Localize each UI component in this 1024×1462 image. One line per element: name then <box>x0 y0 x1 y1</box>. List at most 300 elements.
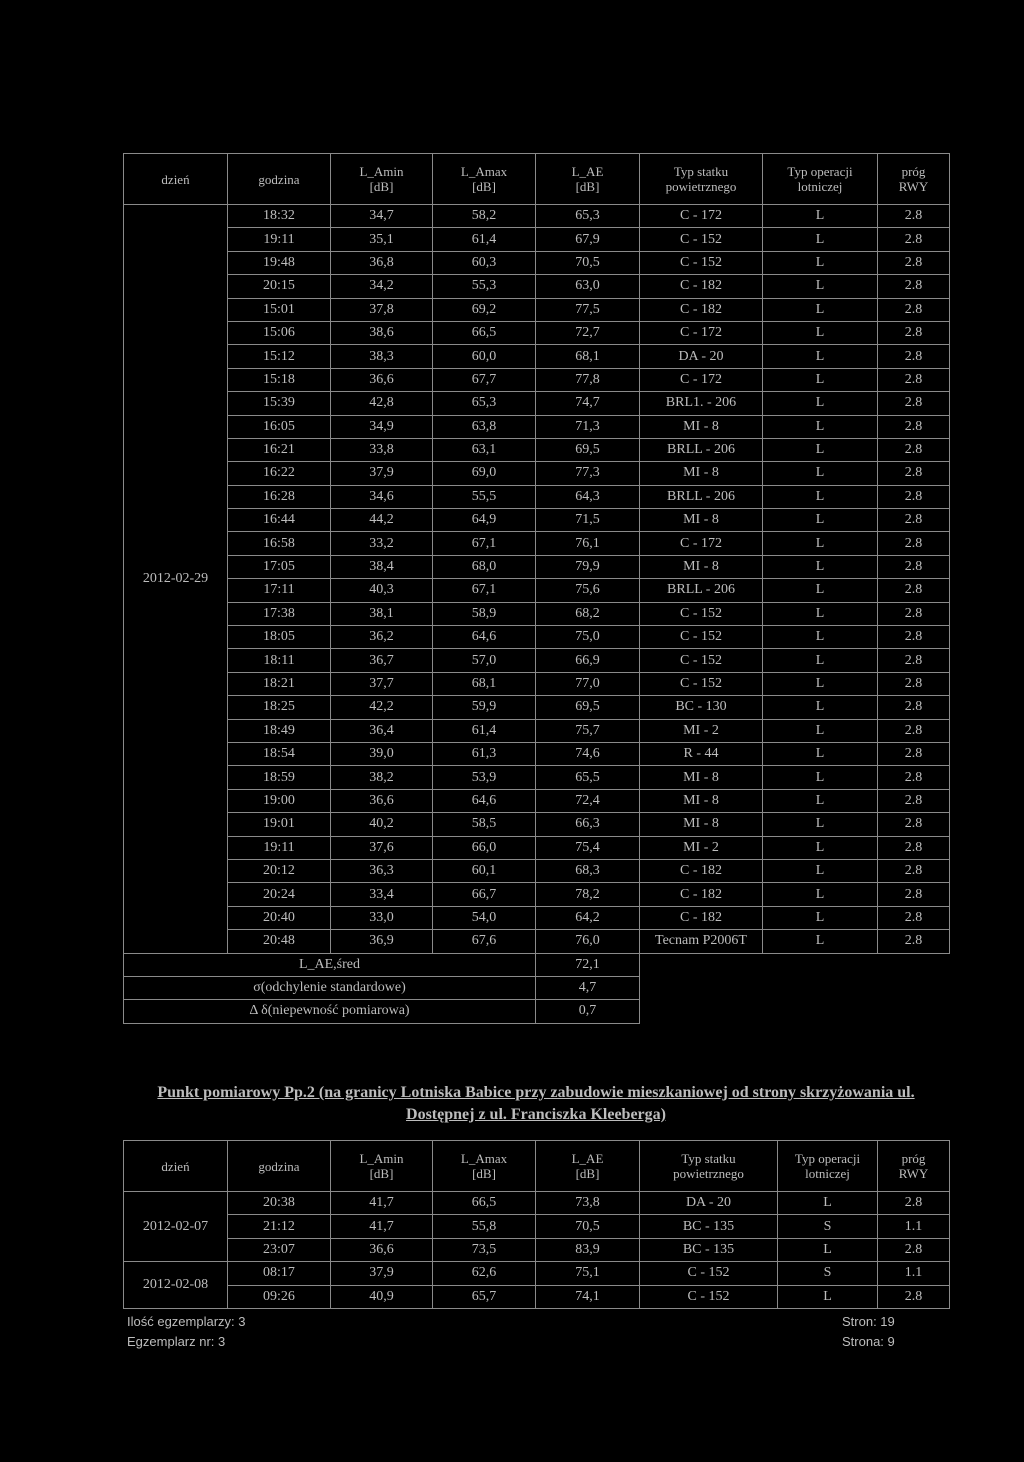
lamin-cell: 44,2 <box>331 509 433 532</box>
table-row <box>124 345 950 368</box>
operation-cell: L <box>763 509 878 532</box>
table-row <box>124 930 950 953</box>
operation-cell: L <box>763 392 878 415</box>
operation-cell: L <box>763 719 878 742</box>
operation-cell: L <box>763 883 878 906</box>
lae-cell: 71,3 <box>536 415 640 438</box>
operation-cell: L <box>763 649 878 672</box>
col-day: dzień <box>124 154 228 205</box>
rwy-cell: 2.8 <box>878 906 950 929</box>
operation-cell: L <box>763 368 878 391</box>
aircraft-cell: C - 152 <box>640 649 763 672</box>
lamin-cell: 38,2 <box>331 766 433 789</box>
aircraft-cell: C - 152 <box>640 251 763 274</box>
lamin-cell: 37,9 <box>331 462 433 485</box>
lamax-cell: 68,0 <box>433 555 536 578</box>
table-row <box>124 836 950 859</box>
rwy-cell: 2.8 <box>878 509 950 532</box>
col-time: godzina <box>228 1141 331 1192</box>
aircraft-cell: C - 172 <box>640 532 763 555</box>
rwy-cell: 2.8 <box>878 1192 950 1215</box>
date-cell: 2012-02-07 <box>124 1192 228 1262</box>
rwy-cell: 2.8 <box>878 392 950 415</box>
operation-cell: L <box>763 251 878 274</box>
lamax-cell: 58,5 <box>433 813 536 836</box>
aircraft-cell: Tecnam P2006T <box>640 930 763 953</box>
time-cell: 20:40 <box>228 906 331 929</box>
col-lae: L_AE [dB] <box>536 154 640 205</box>
lamin-cell: 36,3 <box>331 859 433 882</box>
rwy-cell: 2.8 <box>878 602 950 625</box>
lamax-cell: 68,1 <box>433 672 536 695</box>
operation-cell: L <box>763 438 878 461</box>
rwy-cell: 2.8 <box>878 789 950 812</box>
time-cell: 09:26 <box>228 1285 331 1308</box>
lamax-cell: 58,2 <box>433 205 536 228</box>
table-row <box>124 883 950 906</box>
col-lamin: L_Amin [dB] <box>331 154 433 205</box>
operation-cell: L <box>763 859 878 882</box>
table-row <box>124 368 950 391</box>
operation-cell: L <box>778 1192 878 1215</box>
aircraft-cell: C - 152 <box>640 1285 778 1308</box>
lamin-cell: 40,3 <box>331 579 433 602</box>
rwy-cell: 2.8 <box>878 228 950 251</box>
col-time: godzina <box>228 154 331 205</box>
time-cell: 16:22 <box>228 462 331 485</box>
table-row <box>124 509 950 532</box>
rwy-cell: 2.8 <box>878 883 950 906</box>
copies-count: Ilość egzemplarzy: 3 <box>127 1314 246 1329</box>
time-cell: 18:49 <box>228 719 331 742</box>
lamin-cell: 34,2 <box>331 275 433 298</box>
rwy-cell: 2.8 <box>878 649 950 672</box>
rwy-cell: 2.8 <box>878 1238 950 1261</box>
table-row <box>124 321 950 344</box>
lae-cell: 76,1 <box>536 532 640 555</box>
aircraft-cell: R - 44 <box>640 742 763 765</box>
aircraft-cell: C - 182 <box>640 275 763 298</box>
time-cell: 18:59 <box>228 766 331 789</box>
table-row <box>124 438 950 461</box>
lamax-cell: 61,3 <box>433 742 536 765</box>
col-aircraft: Typ statku powietrznego <box>640 1141 778 1192</box>
rwy-cell: 2.8 <box>878 321 950 344</box>
lamax-cell: 54,0 <box>433 906 536 929</box>
time-cell: 20:15 <box>228 275 331 298</box>
lamax-cell: 66,0 <box>433 836 536 859</box>
rwy-cell: 2.8 <box>878 579 950 602</box>
table-row <box>124 251 950 274</box>
table-row <box>124 696 950 719</box>
time-cell: 15:06 <box>228 321 331 344</box>
time-cell: 18:32 <box>228 205 331 228</box>
operation-cell: L <box>763 906 878 929</box>
lamax-cell: 62,6 <box>433 1262 536 1285</box>
rwy-cell: 2.8 <box>878 532 950 555</box>
lae-cell: 69,5 <box>536 696 640 719</box>
operation-cell: L <box>778 1285 878 1308</box>
lamax-cell: 57,0 <box>433 649 536 672</box>
rwy-cell: 2.8 <box>878 696 950 719</box>
lamin-cell: 33,8 <box>331 438 433 461</box>
aircraft-cell: C - 152 <box>640 626 763 649</box>
lae-cell: 66,9 <box>536 649 640 672</box>
lamax-cell: 59,9 <box>433 696 536 719</box>
rwy-cell: 2.8 <box>878 813 950 836</box>
lamin-cell: 36,6 <box>331 368 433 391</box>
table-row <box>124 275 950 298</box>
time-cell: 19:00 <box>228 789 331 812</box>
time-cell: 23:07 <box>228 1238 331 1261</box>
copy-number: Egzemplarz nr: 3 <box>127 1334 226 1349</box>
lae-cell: 64,2 <box>536 906 640 929</box>
table-row <box>124 485 950 508</box>
lae-cell: 64,3 <box>536 485 640 508</box>
lamin-cell: 40,2 <box>331 813 433 836</box>
operation-cell: L <box>763 626 878 649</box>
lamax-cell: 66,5 <box>433 321 536 344</box>
operation-cell: L <box>778 1238 878 1261</box>
lae-cell: 76,0 <box>536 930 640 953</box>
aircraft-cell: C - 182 <box>640 859 763 882</box>
aircraft-cell: MI - 2 <box>640 836 763 859</box>
time-cell: 20:12 <box>228 859 331 882</box>
operation-cell: L <box>763 298 878 321</box>
table-row <box>124 602 950 625</box>
lamax-cell: 60,3 <box>433 251 536 274</box>
lamin-cell: 36,9 <box>331 930 433 953</box>
rwy-cell: 2.8 <box>878 836 950 859</box>
table-row <box>124 1215 950 1238</box>
lamax-cell: 66,7 <box>433 883 536 906</box>
time-cell: 18:25 <box>228 696 331 719</box>
summary-value: 4,7 <box>536 976 640 999</box>
table-row <box>124 1192 950 1215</box>
time-cell: 20:24 <box>228 883 331 906</box>
lamax-cell: 67,1 <box>433 532 536 555</box>
lae-cell: 75,1 <box>536 1262 640 1285</box>
empty-cell <box>640 976 950 999</box>
table-header <box>124 1141 950 1192</box>
summary-value: 72,1 <box>536 953 640 976</box>
lamin-cell: 40,9 <box>331 1285 433 1308</box>
measurement-table-1 <box>123 153 950 1024</box>
lamin-cell: 38,4 <box>331 555 433 578</box>
col-operation: Typ operacji lotniczej <box>778 1141 878 1192</box>
aircraft-cell: BRLL - 206 <box>640 579 763 602</box>
lae-cell: 72,4 <box>536 789 640 812</box>
operation-cell: L <box>763 532 878 555</box>
aircraft-cell: DA - 20 <box>640 345 763 368</box>
lae-cell: 77,5 <box>536 298 640 321</box>
table-row <box>124 579 950 602</box>
rwy-cell: 2.8 <box>878 719 950 742</box>
lae-cell: 74,6 <box>536 742 640 765</box>
col-day: dzień <box>124 1141 228 1192</box>
table-row <box>124 766 950 789</box>
lamin-cell: 41,7 <box>331 1192 433 1215</box>
lae-cell: 70,5 <box>536 1215 640 1238</box>
rwy-cell: 2.8 <box>878 672 950 695</box>
operation-cell: L <box>763 415 878 438</box>
operation-cell: L <box>763 742 878 765</box>
lae-cell: 67,9 <box>536 228 640 251</box>
table-row <box>124 906 950 929</box>
lae-cell: 77,3 <box>536 462 640 485</box>
lamin-cell: 37,9 <box>331 1262 433 1285</box>
lamax-cell: 69,2 <box>433 298 536 321</box>
aircraft-cell: C - 172 <box>640 321 763 344</box>
lamin-cell: 34,9 <box>331 415 433 438</box>
lamax-cell: 64,6 <box>433 789 536 812</box>
time-cell: 15:12 <box>228 345 331 368</box>
operation-cell: S <box>778 1262 878 1285</box>
operation-cell: L <box>763 579 878 602</box>
rwy-cell: 2.8 <box>878 626 950 649</box>
rwy-cell: 2.8 <box>878 251 950 274</box>
time-cell: 08:17 <box>228 1262 331 1285</box>
time-cell: 21:12 <box>228 1215 331 1238</box>
lamin-cell: 36,2 <box>331 626 433 649</box>
lamax-cell: 66,5 <box>433 1192 536 1215</box>
time-cell: 18:54 <box>228 742 331 765</box>
lamin-cell: 37,6 <box>331 836 433 859</box>
operation-cell: L <box>763 766 878 789</box>
aircraft-cell: C - 152 <box>640 602 763 625</box>
rwy-cell: 2.8 <box>878 742 950 765</box>
table-row <box>124 228 950 251</box>
aircraft-cell: C - 152 <box>640 228 763 251</box>
col-operation: Typ operacji lotniczej <box>763 154 878 205</box>
time-cell: 19:01 <box>228 813 331 836</box>
lae-cell: 75,6 <box>536 579 640 602</box>
rwy-cell: 2.8 <box>878 462 950 485</box>
rwy-cell: 2.8 <box>878 415 950 438</box>
col-lamax: L_Amax [dB] <box>433 1141 536 1192</box>
lae-cell: 71,5 <box>536 509 640 532</box>
table-row <box>124 205 950 228</box>
aircraft-cell: BRL1. - 206 <box>640 392 763 415</box>
table-row <box>124 532 950 555</box>
table-row <box>124 626 950 649</box>
summary-value: 0,7 <box>536 1000 640 1023</box>
time-cell: 15:18 <box>228 368 331 391</box>
table-row <box>124 859 950 882</box>
summary-label: Δ δ(niepewność pomiarowa) <box>124 1000 536 1023</box>
table-row <box>124 789 950 812</box>
lamin-cell: 39,0 <box>331 742 433 765</box>
lae-cell: 68,2 <box>536 602 640 625</box>
operation-cell: L <box>763 205 878 228</box>
lamax-cell: 61,4 <box>433 719 536 742</box>
col-aircraft: Typ statku powietrznego <box>640 154 763 205</box>
rwy-cell: 2.8 <box>878 930 950 953</box>
table-row <box>124 1238 950 1261</box>
lamin-cell: 42,2 <box>331 696 433 719</box>
empty-cell <box>640 1000 950 1023</box>
lae-cell: 65,5 <box>536 766 640 789</box>
time-cell: 16:05 <box>228 415 331 438</box>
summary-row <box>124 976 950 999</box>
lamin-cell: 34,6 <box>331 485 433 508</box>
operation-cell: L <box>763 462 878 485</box>
rwy-cell: 2.8 <box>878 859 950 882</box>
time-cell: 16:28 <box>228 485 331 508</box>
time-cell: 16:58 <box>228 532 331 555</box>
lae-cell: 72,7 <box>536 321 640 344</box>
lamin-cell: 36,6 <box>331 789 433 812</box>
aircraft-cell: MI - 2 <box>640 719 763 742</box>
time-cell: 17:11 <box>228 579 331 602</box>
lae-cell: 66,3 <box>536 813 640 836</box>
lamax-cell: 55,5 <box>433 485 536 508</box>
rwy-cell: 2.8 <box>878 345 950 368</box>
operation-cell: L <box>763 789 878 812</box>
col-lamin: L_Amin [dB] <box>331 1141 433 1192</box>
measurement-table-2 <box>123 1140 950 1309</box>
aircraft-cell: C - 172 <box>640 205 763 228</box>
col-rwy: próg RWY <box>878 1141 950 1192</box>
lae-cell: 74,7 <box>536 392 640 415</box>
aircraft-cell: C - 152 <box>640 1262 778 1285</box>
col-lae: L_AE [dB] <box>536 1141 640 1192</box>
lae-cell: 77,0 <box>536 672 640 695</box>
lamax-cell: 63,1 <box>433 438 536 461</box>
lamax-cell: 64,9 <box>433 509 536 532</box>
lamin-cell: 33,0 <box>331 906 433 929</box>
lamin-cell: 33,2 <box>331 532 433 555</box>
table-row <box>124 415 950 438</box>
rwy-cell: 1.1 <box>878 1262 950 1285</box>
time-cell: 20:48 <box>228 930 331 953</box>
time-cell: 18:11 <box>228 649 331 672</box>
aircraft-cell: DA - 20 <box>640 1192 778 1215</box>
table-row <box>124 719 950 742</box>
time-cell: 18:05 <box>228 626 331 649</box>
time-cell: 20:38 <box>228 1192 331 1215</box>
lae-cell: 68,3 <box>536 859 640 882</box>
date-cell: 2012-02-29 <box>124 205 228 954</box>
aircraft-cell: MI - 8 <box>640 813 763 836</box>
lamax-cell: 67,7 <box>433 368 536 391</box>
lae-cell: 68,1 <box>536 345 640 368</box>
aircraft-cell: MI - 8 <box>640 509 763 532</box>
aircraft-cell: BC - 130 <box>640 696 763 719</box>
lamin-cell: 34,7 <box>331 205 433 228</box>
time-cell: 16:44 <box>228 509 331 532</box>
lamax-cell: 73,5 <box>433 1238 536 1261</box>
operation-cell: L <box>763 485 878 508</box>
lamax-cell: 69,0 <box>433 462 536 485</box>
lamin-cell: 41,7 <box>331 1215 433 1238</box>
lamax-cell: 60,0 <box>433 345 536 368</box>
lamax-cell: 67,6 <box>433 930 536 953</box>
measurement-point-caption: Punkt pomiarowy Pp.2 (na granicy Lotniska Babice przy zabudowie mieszkaniowej od strony skrzyżowania ul. Dostępnej z ul. Franciszka Kleeberga) <box>157 1084 915 1123</box>
lae-cell: 65,3 <box>536 205 640 228</box>
lamax-cell: 55,3 <box>433 275 536 298</box>
lamax-cell: 60,1 <box>433 859 536 882</box>
lamax-cell: 67,1 <box>433 579 536 602</box>
lamax-cell: 61,4 <box>433 228 536 251</box>
operation-cell: L <box>763 275 878 298</box>
lamin-cell: 35,1 <box>331 228 433 251</box>
table-row <box>124 813 950 836</box>
time-cell: 15:01 <box>228 298 331 321</box>
rwy-cell: 2.8 <box>878 275 950 298</box>
summary-row <box>124 953 950 976</box>
operation-cell: L <box>763 602 878 625</box>
aircraft-cell: C - 172 <box>640 368 763 391</box>
aircraft-cell: C - 182 <box>640 298 763 321</box>
lamin-cell: 42,8 <box>331 392 433 415</box>
table-row <box>124 555 950 578</box>
rwy-cell: 2.8 <box>878 485 950 508</box>
operation-cell: L <box>763 696 878 719</box>
time-cell: 16:21 <box>228 438 331 461</box>
operation-cell: L <box>763 836 878 859</box>
time-cell: 19:11 <box>228 228 331 251</box>
operation-cell: L <box>763 345 878 368</box>
lae-cell: 63,0 <box>536 275 640 298</box>
date-cell: 2012-02-08 <box>124 1262 228 1309</box>
rwy-cell: 2.8 <box>878 1285 950 1308</box>
time-cell: 18:21 <box>228 672 331 695</box>
summary-label: L_AE,śred <box>124 953 536 976</box>
lae-cell: 78,2 <box>536 883 640 906</box>
summary-row <box>124 1000 950 1023</box>
col-rwy: próg RWY <box>878 154 950 205</box>
table-row <box>124 742 950 765</box>
lae-cell: 69,5 <box>536 438 640 461</box>
lamin-cell: 37,8 <box>331 298 433 321</box>
lamax-cell: 64,6 <box>433 626 536 649</box>
aircraft-cell: C - 182 <box>640 883 763 906</box>
table-row <box>124 392 950 415</box>
lamax-cell: 65,3 <box>433 392 536 415</box>
col-lamax: L_Amax [dB] <box>433 154 536 205</box>
operation-cell: L <box>763 228 878 251</box>
lamin-cell: 36,7 <box>331 649 433 672</box>
operation-cell: L <box>763 555 878 578</box>
rwy-cell: 2.8 <box>878 298 950 321</box>
lae-cell: 79,9 <box>536 555 640 578</box>
aircraft-cell: BC - 135 <box>640 1215 778 1238</box>
rwy-cell: 2.8 <box>878 205 950 228</box>
rwy-cell: 2.8 <box>878 368 950 391</box>
lae-cell: 70,5 <box>536 251 640 274</box>
time-cell: 15:39 <box>228 392 331 415</box>
table-row <box>124 649 950 672</box>
lamax-cell: 53,9 <box>433 766 536 789</box>
aircraft-cell: MI - 8 <box>640 789 763 812</box>
lae-cell: 73,8 <box>536 1192 640 1215</box>
lamin-cell: 38,6 <box>331 321 433 344</box>
lamin-cell: 38,1 <box>331 602 433 625</box>
rwy-cell: 2.8 <box>878 766 950 789</box>
lae-cell: 75,4 <box>536 836 640 859</box>
lamax-cell: 58,9 <box>433 602 536 625</box>
lamin-cell: 38,3 <box>331 345 433 368</box>
operation-cell: L <box>763 672 878 695</box>
operation-cell: S <box>778 1215 878 1238</box>
lamax-cell: 55,8 <box>433 1215 536 1238</box>
lae-cell: 83,9 <box>536 1238 640 1261</box>
time-cell: 17:38 <box>228 602 331 625</box>
lae-cell: 74,1 <box>536 1285 640 1308</box>
table-row <box>124 1285 950 1308</box>
time-cell: 19:48 <box>228 251 331 274</box>
